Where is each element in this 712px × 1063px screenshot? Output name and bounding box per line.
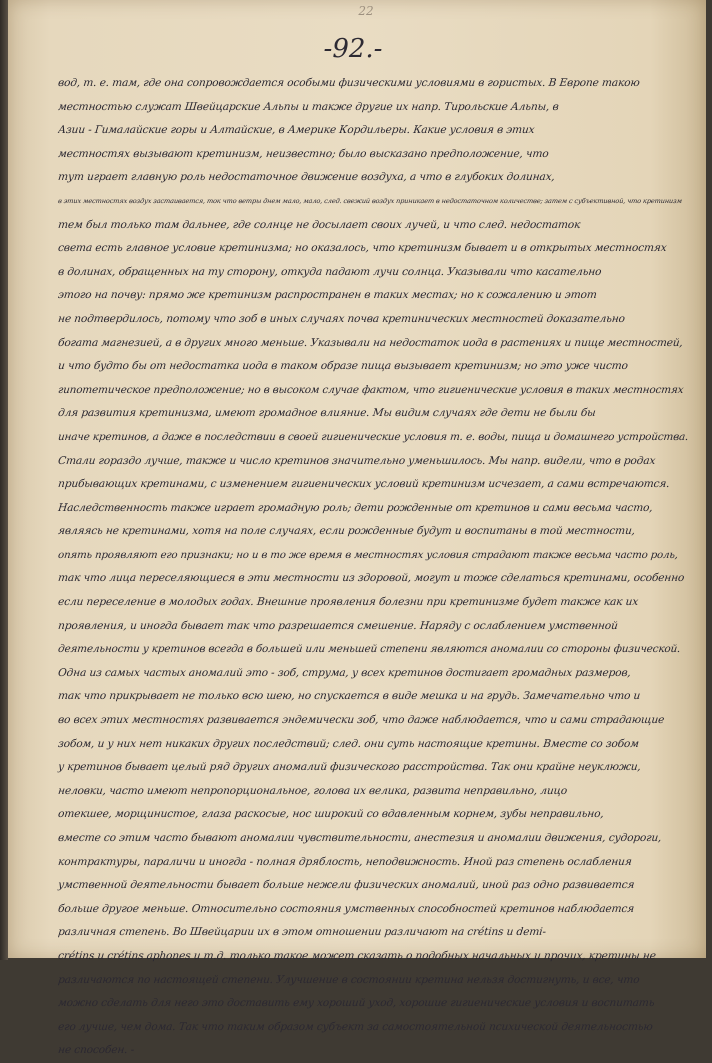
- manuscript-line: тут играет главную роль недостаточное движение воздуха, а что в глубоких долинах,: [57, 171, 556, 184]
- manuscript-line: местностях вызывают кретинизм, неизвестно; было высказано предположение, что: [57, 147, 550, 160]
- manuscript-line: этого на почву: прямо же кретинизм распространен в таких местах; но к сожалению и этот: [57, 289, 598, 302]
- manuscript-line: в этих местностях воздух застаивается, ток что ветры днем мало, мало, след. свежий воздух приникает в недостаточном количестве; затем с субъективной, что кретинизм: [57, 196, 683, 205]
- manuscript-line: можно сделать для него это доставить ему хороший уход, хорошие гигиенические условия и воспитать: [57, 997, 656, 1010]
- manuscript-line: Одна из самых частых аномалий это - зоб, струма, у всех кретинов достигает громадных размеров,: [57, 666, 632, 679]
- manuscript-line: если переселение в молодых годах. Внешние проявления болезни при кретинизме будет также как их: [57, 596, 639, 609]
- manuscript-line: crétins и crétins aphones и т.д. только такое может сказать о подобных начальных и прочих, кретины не: [57, 949, 657, 962]
- manuscript-line: богата магнезией, а в других много меньше. Указывали на недостаток иода в растениях и пище местностей,: [57, 336, 684, 349]
- manuscript-line: отекшее, морщинистое, глаза раскосые, нос широкий со вдавленным корнем, зубы неправильно,: [57, 808, 605, 821]
- book-spine-edge: [0, 0, 8, 960]
- manuscript-line: контрактуры, параличи и иногда - полная дряблость, неподвижность. Иной раз степень ослабления: [57, 855, 633, 868]
- manuscript-line: не подтвердилось, потому что зоб в иных случаях почва кретинических местностей доказательно: [57, 312, 626, 325]
- manuscript-line: различаются по настоящей степени. Улучшение в состоянии кретина нельзя достигнуть, и все, что: [57, 973, 641, 986]
- manuscript-line: так что лица переселяющиеся в эти местности из здоровой, могут и тоже сделаться кретинами, особенно: [57, 572, 685, 585]
- manuscript-line: местностью служат Швейцарские Альпы и также другие их напр. Тирольские Альпы, в: [57, 100, 560, 113]
- manuscript-line: гипотетическое предположение; но в высоком случае фактом, что гигиенические условия в таких местностях: [57, 383, 684, 396]
- manuscript-line: больше другое меньше. Относительно состояния умственных способностей кретинов наблюдается: [57, 902, 635, 915]
- page-number: -92.-: [323, 34, 383, 64]
- manuscript-line: вместе со этим часто бывают аномалии чувствительности, анестезия и аномалии движения, судороги,: [57, 832, 662, 844]
- manuscript-line: света есть главное условие кретинизма; но оказалось, что кретинизм бывает и в открытых местностях: [57, 242, 668, 255]
- manuscript-line: Азии - Гималайские горы и Алтайские, в Америке Кордильеры. Какие условия в этих: [57, 124, 536, 137]
- manuscript-line: умственной деятельности бывает больше нежели физических аномалий, иной раз одно развивается: [57, 879, 635, 892]
- manuscript-line: тем был только там дальнее, где солнце не досылает своих лучей, и что след. недостаток: [57, 218, 581, 231]
- manuscript-line: вод, т. е. там, где она сопровождается особыми физическими условиями в гористых. В Европе такою: [57, 77, 641, 89]
- manuscript-line: не способен. -: [57, 1044, 135, 1057]
- manuscript-line: так что прикрывает не только всю шею, но спускается в виде мешка и на грудь. Замечательно что и: [57, 690, 641, 703]
- manuscript-page: [8, 0, 706, 1057]
- manuscript-line: Наследственность также играет громадную роль; дети рожденные от кретинов и сами весьма часто,: [57, 501, 654, 514]
- manuscript-line: проявления, и иногда бывает так что разрешается смешение. Наряду с ослаблением умственной: [57, 619, 619, 632]
- manuscript-line: в долинах, обращенных на ту сторону, откуда падают лучи солнца. Указывали что касательно: [57, 265, 602, 278]
- manuscript-line: прибывающих кретинами, с изменением гигиенических условий кретинизм исчезает, а сами встречаются.: [57, 478, 671, 491]
- manuscript-line: для развития кретинизма, имеют громадное влияние. Мы видим случаях где дети не были бы: [57, 407, 597, 420]
- manuscript-line: различная степень. Во Швейцарии их в этом отношении различают на crétins и demi-: [57, 926, 547, 939]
- faint-page-number: 22: [358, 4, 374, 18]
- manuscript-line: являясь не кретинами, хотя на поле случаях, если рожденные будут и воспитаны в той местности,: [57, 525, 636, 538]
- handwritten-body: [58, 72, 690, 1063]
- manuscript-line: его лучше, чем дома. Так что таким образом субъект за самостоятельной психической деятельностью: [57, 1020, 654, 1033]
- manuscript-line: у кретинов бывает целый ряд других аномалий физического расстройства. Так они крайне неуклюжи,: [57, 761, 642, 774]
- manuscript-line: во всех этих местностях развивается эндемически зоб, что даже наблюдается, что и сами страдающие: [57, 714, 665, 727]
- manuscript-line: опять проявляют его признаки; но и в то же время в местностях условия страдают также весьма часто роль,: [57, 549, 679, 561]
- manuscript-line: и что будто бы от недостатка иода в таком образе пища вызывает кретинизм; но это уже чисто: [57, 360, 629, 373]
- manuscript-line: зобом, и у них нет никаких других последствий; след. они суть настоящие кретины. Вместе со зобом: [57, 737, 640, 750]
- manuscript-line: Стали гораздо лучше, также и число кретинов значительно уменьшилось. Мы напр. видели, что в родах: [57, 454, 656, 467]
- manuscript-line: деятельности у кретинов всегда в большей или меньшей степени являются аномалии со стороны физической.: [57, 643, 681, 656]
- manuscript-line: неловки, часто имеют непропорциональное, голова их велика, развита неправильно, лицо: [57, 784, 568, 797]
- manuscript-line: иначе кретинов, а даже в последствии в своей гигиенические условия т. е. воды, пища и домашнего устройства.: [57, 430, 689, 443]
